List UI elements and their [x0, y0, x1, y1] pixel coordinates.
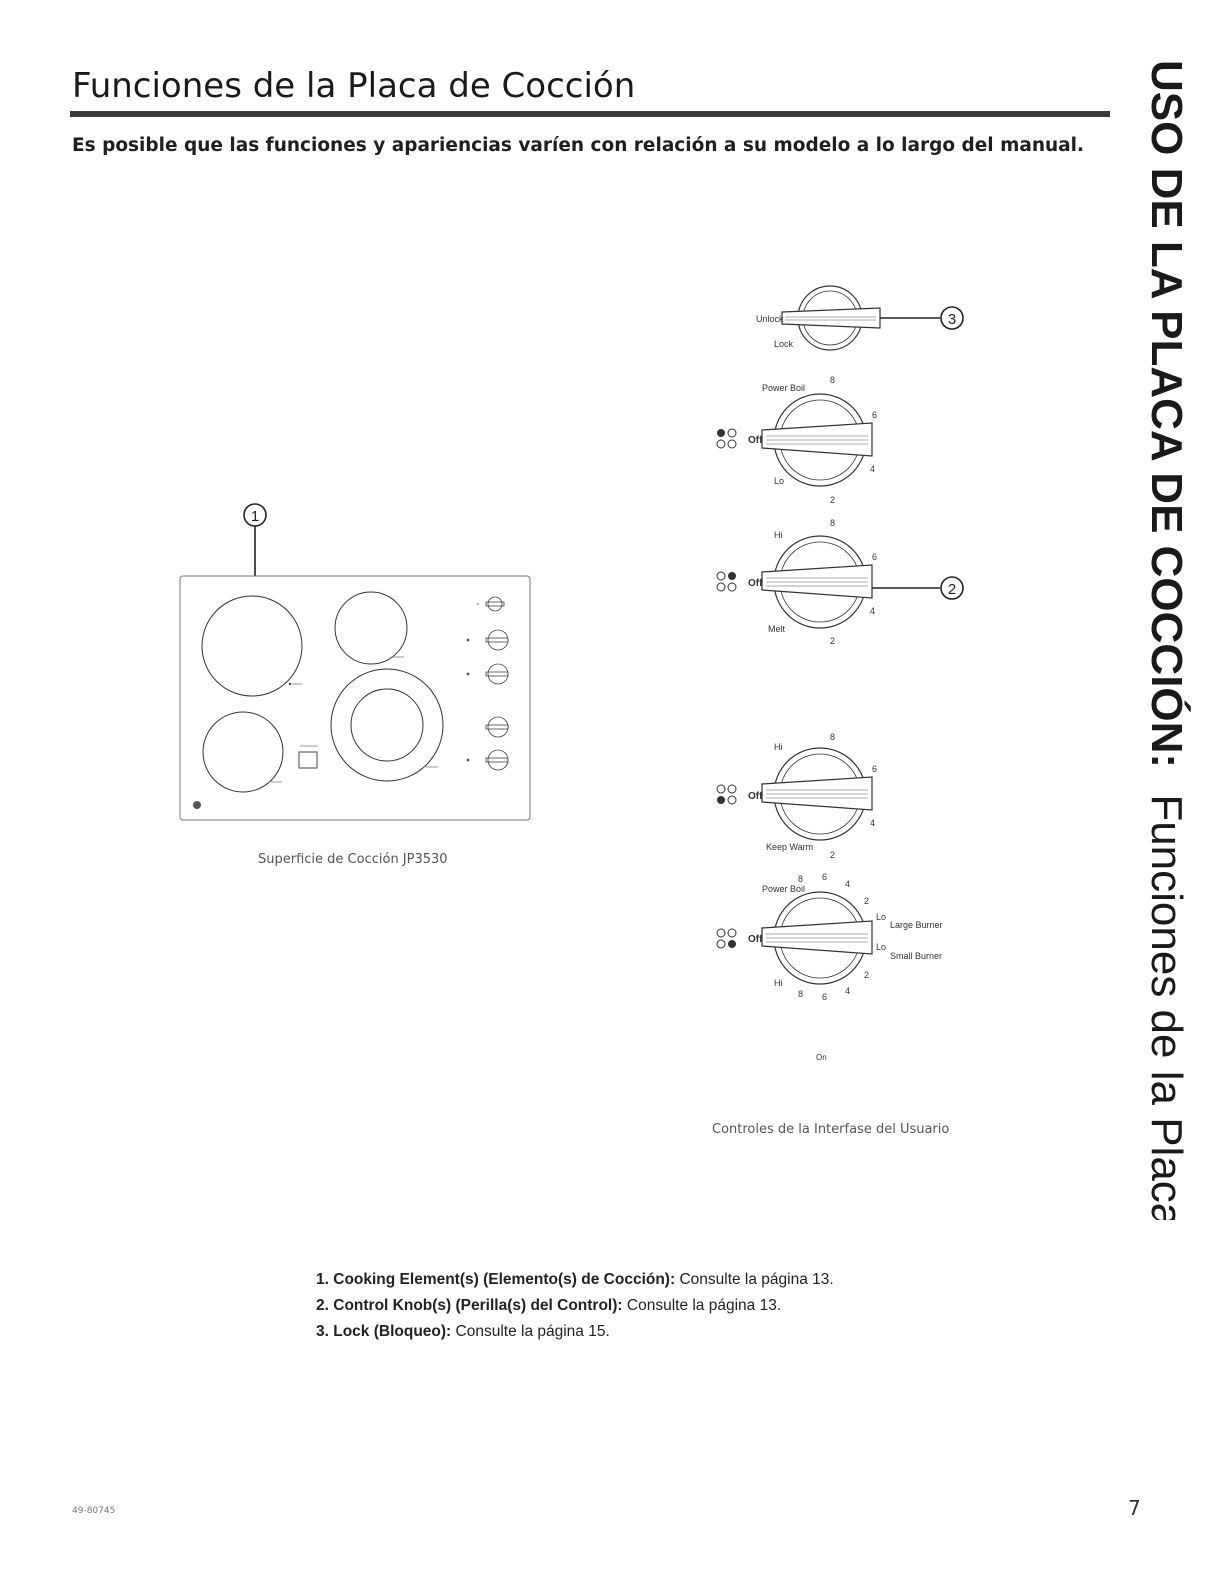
sidebar-svg	[1130, 60, 1200, 1220]
brand-logo-icon	[193, 801, 201, 809]
knob-4-hi: Hi	[774, 978, 783, 988]
unlock-label: Unlock	[756, 314, 784, 324]
knob-1-off: Off	[748, 435, 763, 446]
knob-1-tick-4: 4	[870, 464, 876, 474]
knob-2-tick-2: 2	[830, 636, 836, 646]
lock-knob	[756, 286, 963, 350]
document-number: 49-80745	[72, 1506, 116, 1516]
knob-4-tick-6b: 6	[822, 992, 828, 1002]
page-title: Funciones de la Placa de Cocción	[72, 66, 636, 106]
legend-list	[316, 1271, 834, 1349]
legend-item-3-number: 3.	[316, 1323, 329, 1340]
title-rule	[70, 111, 1110, 117]
legend-item-1-number: 1.	[316, 1271, 329, 1288]
legend-item-1-text: Consulte la página 13.	[675, 1271, 834, 1288]
control-knob-3	[717, 732, 877, 860]
controls-figure	[690, 270, 1030, 1080]
legend-item-1-term: Cooking Element(s) (Elemento(s) de Cocción):	[333, 1271, 676, 1288]
page-number: 7	[1128, 1496, 1141, 1520]
sidebar-bold-text: USO DE LA PLACA DE COCCIÓN:	[1142, 60, 1191, 769]
knob-4-high: Power Boil	[762, 884, 806, 894]
knob-4-large: Large Burner	[890, 920, 943, 930]
cooktop-surface	[180, 576, 530, 820]
knob-3-low: Keep Warm	[766, 842, 814, 852]
knob-4-lo-large: Lo	[876, 912, 887, 922]
knob-4-tick-8: 8	[798, 874, 804, 884]
legend-item-1	[316, 1271, 834, 1289]
knob-4-small: Small Burner	[890, 951, 943, 961]
knob-4-off: Off	[748, 934, 763, 945]
knob-1-high: Power Boil	[762, 383, 806, 393]
controls-svg	[690, 270, 1030, 1080]
knob-1-tick-6: 6	[872, 410, 878, 420]
section-sidebar	[1130, 60, 1200, 1220]
lock-label: Lock	[774, 339, 794, 349]
knob-4-tick-8b: 8	[798, 989, 804, 999]
knob-3-off: Off	[748, 791, 763, 802]
legend-item-2	[316, 1297, 834, 1315]
knob-3-tick-4: 4	[870, 818, 876, 828]
callout-3-number: 3	[947, 311, 957, 328]
knob-2-tick-4: 4	[870, 606, 876, 616]
knob-3-tick-2: 2	[830, 850, 836, 860]
control-knob-2	[717, 518, 963, 646]
legend-item-3-text: Consulte la página 15.	[451, 1323, 610, 1340]
legend-item-2-term: Control Knob(s) (Perilla(s) del Control):	[333, 1297, 623, 1314]
knob-2-high: Hi	[774, 530, 783, 540]
knob-1-low: Lo	[774, 476, 785, 486]
knob-4-tick-4b: 4	[845, 986, 851, 996]
knob-3-tick-8: 8	[830, 732, 836, 742]
callout-1-number: 1	[250, 508, 260, 525]
callout-2-number: 2	[947, 581, 957, 598]
knob-3-high: Hi	[774, 742, 783, 752]
on-label: On	[816, 1053, 827, 1062]
knob-2-off: Off	[748, 578, 763, 589]
legend-item-3	[316, 1323, 834, 1341]
sidebar-light-text: Funciones de la Placa de Cocción	[1142, 794, 1191, 1220]
knob-2-tick-8: 8	[830, 518, 836, 528]
knob-2-low: Melt	[768, 624, 786, 634]
knob-4-tick-2b: 2	[864, 970, 870, 980]
cooktop-caption: Superficie de Cocción JP3530	[258, 852, 448, 867]
knob-4-tick-6: 6	[822, 872, 828, 882]
cooktop-svg	[168, 496, 548, 836]
knob-4-tick-4: 4	[845, 879, 851, 889]
svg-text:USO DE LA PLACA DE COCCIÓN:	[1142, 60, 1192, 1220]
knob-2-tick-6: 6	[872, 552, 878, 562]
control-knob-4	[717, 872, 943, 1002]
legend-item-2-number: 2.	[316, 1297, 329, 1314]
control-knob-1	[717, 375, 877, 505]
knob-1-tick-8: 8	[830, 375, 836, 385]
controls-caption: Controles de la Interfase del Usuario	[712, 1122, 950, 1137]
legend-item-3-term: Lock (Bloqueo):	[333, 1323, 452, 1340]
knob-1-tick-2: 2	[830, 495, 836, 505]
knob-3-tick-6: 6	[872, 764, 878, 774]
cooktop-figure	[168, 496, 548, 836]
page-subtitle: Es posible que las funciones y apariencias varíen con relación a su modelo a lo largo del manual.	[72, 135, 1085, 156]
knob-4-tick-2: 2	[864, 896, 870, 906]
knob-4-lo-small: Lo	[876, 942, 887, 952]
legend-item-2-text: Consulte la página 13.	[622, 1297, 782, 1314]
